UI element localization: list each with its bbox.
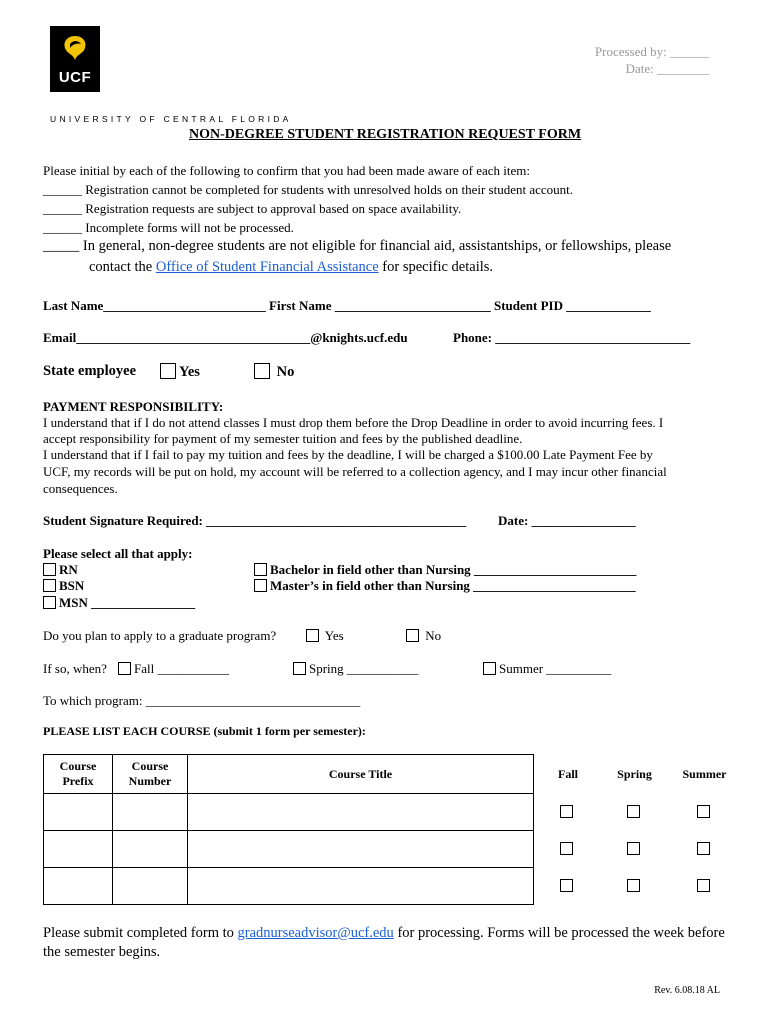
advisor-email-link[interactable]: gradnurseadvisor@ucf.edu <box>237 925 394 941</box>
which-program[interactable]: To which program: _________________________________ <box>43 693 361 708</box>
prefix-cell[interactable] <box>44 868 113 905</box>
col-course-number: Course Number <box>113 755 188 794</box>
number-cell[interactable] <box>113 831 188 868</box>
submission-note <box>43 924 733 962</box>
prefix-cell[interactable] <box>44 831 113 868</box>
checkbox[interactable] <box>697 842 710 855</box>
summer-cell[interactable] <box>667 868 743 905</box>
when-fall[interactable] <box>118 661 229 677</box>
checkbox[interactable] <box>254 363 270 379</box>
payment-line-5: consequences. <box>43 481 118 496</box>
when-label: If so, when? <box>43 661 107 676</box>
spring-label: Spring ___________ <box>309 661 419 676</box>
title-cell[interactable] <box>188 831 534 868</box>
checkbox[interactable] <box>627 805 640 818</box>
checkbox[interactable] <box>560 805 573 818</box>
rn-label: RN <box>59 562 78 577</box>
col-course-title: Course Title <box>188 755 534 794</box>
grad-yes-label: Yes <box>324 628 344 643</box>
when-spring[interactable] <box>293 661 418 677</box>
summer-cell[interactable] <box>667 794 743 831</box>
fall-cell[interactable] <box>534 831 603 868</box>
col-summer: Summer <box>682 766 727 781</box>
financial-assistance-link[interactable]: Office of Student Financial Assistance <box>155 259 379 275</box>
checkbox[interactable] <box>306 629 319 642</box>
item4-text-a: contact the <box>89 259 156 275</box>
grad-question: Do you plan to apply to a graduate program? <box>43 628 277 643</box>
initial-item-1[interactable]: ______ Registration cannot be completed for students with unresolved holds on their student account. <box>43 182 574 197</box>
processed-date: Date: ________ <box>625 61 709 76</box>
checkbox[interactable] <box>697 879 710 892</box>
phone-line[interactable]: Phone: ______________________________ <box>453 330 691 345</box>
form-title: NON-DEGREE STUDENT REGISTRATION REQUEST FORM <box>188 127 582 142</box>
logo-text: UCF <box>58 69 92 86</box>
item4-text-b: for specific details. <box>378 259 494 275</box>
spring-cell[interactable] <box>603 794 667 831</box>
summer-cell[interactable] <box>667 831 743 868</box>
fall-cell[interactable] <box>534 794 603 831</box>
checkbox[interactable] <box>43 596 56 609</box>
table-row <box>44 831 743 868</box>
signature-line[interactable]: Student Signature Required: ________________________________________ <box>43 513 467 528</box>
revision-label: Rev. 6.08.18 AL <box>654 985 720 996</box>
initials-intro: Please initial by each of the following to confirm that you had been made aware of each item: <box>43 163 530 178</box>
checkbox[interactable] <box>43 563 56 576</box>
col-course-prefix: Course Prefix <box>44 755 113 794</box>
checkbox[interactable] <box>43 579 56 592</box>
option-masters[interactable] <box>254 578 636 594</box>
grad-no-label: No <box>425 628 442 643</box>
initial-item-3[interactable]: ______ Incomplete forms will not be processed. <box>43 220 294 235</box>
university-wordmark: UNIVERSITY OF CENTRAL FLORIDA <box>50 114 292 124</box>
option-bsn[interactable] <box>43 578 84 594</box>
col-fall: Fall <box>558 766 578 781</box>
program-heading: Please select all that apply: <box>43 546 193 561</box>
checkbox[interactable] <box>254 563 267 576</box>
state-employee-label: State employee <box>43 363 137 379</box>
msn-label: MSN ________________ <box>59 595 196 610</box>
fall-label: Fall ___________ <box>134 661 229 676</box>
prefix-cell[interactable] <box>44 794 113 831</box>
name-pid-line[interactable]: Last Name_________________________ First Name ________________________ Student PID _____________ <box>43 298 651 313</box>
initial-item-4-line2 <box>89 259 493 276</box>
bachelor-label: Bachelor in field other than Nursing _________________________ <box>270 562 637 577</box>
grad-yes[interactable] <box>306 628 344 644</box>
email-line[interactable]: Email____________________________________@knights.ucf.edu <box>43 330 408 345</box>
checkbox[interactable] <box>627 842 640 855</box>
fall-cell[interactable] <box>534 868 603 905</box>
initial-item-4[interactable]: _____ In general, non-degree students are not eligible for financial aid, assistantships, or fellowships, please <box>43 238 672 254</box>
checkbox[interactable] <box>293 662 306 675</box>
spring-cell[interactable] <box>603 868 667 905</box>
courses-heading: PLEASE LIST EACH COURSE (submit 1 form per semester): <box>43 724 366 738</box>
payment-heading: PAYMENT RESPONSIBILITY: <box>43 399 224 414</box>
table-row <box>44 794 743 831</box>
processed-by: Processed by: ______ <box>594 44 709 59</box>
number-cell[interactable] <box>113 794 188 831</box>
checkbox[interactable] <box>483 662 496 675</box>
option-rn[interactable] <box>43 562 78 578</box>
option-bachelor[interactable] <box>254 562 636 578</box>
checkbox[interactable] <box>697 805 710 818</box>
grad-no[interactable] <box>406 628 441 644</box>
checkbox[interactable] <box>627 879 640 892</box>
checkbox[interactable] <box>118 662 131 675</box>
initial-item-2[interactable]: ______ Registration requests are subject to approval based on space availability. <box>43 201 462 216</box>
state-employee-yes[interactable] <box>160 363 200 381</box>
spring-cell[interactable] <box>603 831 667 868</box>
pegasus-icon <box>61 34 89 64</box>
payment-line-2: accept responsibility for payment of my semester tuition and fees by the published deadline. <box>43 431 523 446</box>
state-employee-no[interactable] <box>254 363 294 381</box>
payment-line-1: I understand that if I do not attend classes I must drop them before the Drop Deadline in order to avoid incurring fees. I <box>43 415 664 430</box>
checkbox[interactable] <box>160 363 176 379</box>
processed-block <box>595 43 709 77</box>
checkbox[interactable] <box>406 629 419 642</box>
yes-label: Yes <box>179 364 200 380</box>
courses-table <box>43 754 743 905</box>
footer-text-a: Please submit completed form to <box>43 925 238 941</box>
when-summer[interactable] <box>483 661 611 677</box>
checkbox[interactable] <box>560 842 573 855</box>
title-cell[interactable] <box>188 868 534 905</box>
checkbox[interactable] <box>254 579 267 592</box>
option-msn[interactable] <box>43 595 195 611</box>
bsn-label: BSN <box>59 578 85 593</box>
masters-label: Master’s in field other than Nursing _________________________ <box>270 578 636 593</box>
ucf-logo <box>50 26 100 92</box>
number-cell[interactable] <box>113 868 188 905</box>
summer-label: Summer __________ <box>499 661 612 676</box>
no-label: No <box>276 364 295 380</box>
col-spring: Spring <box>617 766 652 781</box>
payment-line-4: UCF, my records will be put on hold, my account will be referred to a collection agency, and I may incur other financial <box>43 464 667 479</box>
title-cell[interactable] <box>188 794 534 831</box>
payment-line-3: I understand that if I fail to pay my tuition and fees by the deadline, I will be charged a $100.00 Late Payment Fee by <box>43 447 653 462</box>
footer-text-b: for processing. Forms will be processed the week before the semester begins. <box>43 925 725 960</box>
signature-date[interactable]: Date: ________________ <box>498 513 636 528</box>
table-row <box>44 868 743 905</box>
checkbox[interactable] <box>560 879 573 892</box>
